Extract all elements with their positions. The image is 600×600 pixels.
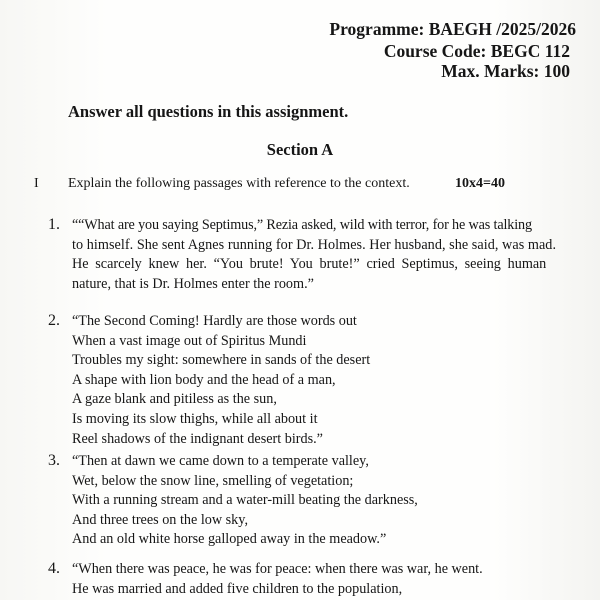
passage-line: With a running stream and a water-mill beating the darkness, bbox=[72, 492, 418, 509]
passage-line: And three trees on the low sky, bbox=[72, 511, 248, 528]
question-number: I bbox=[34, 176, 39, 191]
passage-line: Troubles my sight: somewhere in sands of the desert bbox=[72, 352, 371, 369]
passage-line: When a vast image out of Spiritus Mundi bbox=[72, 332, 307, 349]
passage-line: “When there was peace, he was for peace: when there was war, he went. bbox=[72, 561, 483, 577]
passage-3 bbox=[72, 452, 580, 550]
passage-2 bbox=[72, 312, 580, 449]
passage-line: And an old white horse galloped away in the meadow.” bbox=[72, 531, 387, 548]
programme-heading: Programme: BAEGH /2025/2026 bbox=[329, 19, 576, 39]
passage-line: Is moving its slow thighs, while all about it bbox=[72, 410, 318, 427]
passage-line: nature, that is Dr. Holmes enter the room.” bbox=[72, 275, 314, 292]
passage-line: “Then at dawn we came down to a temperate valley, bbox=[72, 453, 369, 469]
passage-line: to himself. She sent Agnes running for Dr. Holmes. Her husband, she said, was mad. bbox=[72, 236, 557, 253]
question-marks: 10x4=40 bbox=[455, 176, 505, 191]
passage-line: A gaze blank and pitiless as the sun, bbox=[72, 391, 277, 408]
passage-4 bbox=[72, 560, 580, 599]
passage-number: 3. bbox=[48, 452, 60, 469]
passage-line: “The Second Coming! Hardly are those words out bbox=[72, 313, 357, 329]
section-title: Section A bbox=[266, 140, 334, 159]
passage-1 bbox=[72, 216, 580, 294]
passage-number: 1. bbox=[48, 216, 60, 233]
passage-line: A shape with lion body and the head of a man, bbox=[72, 371, 336, 388]
assignment-instruction: Answer all questions in this assignment. bbox=[68, 102, 349, 121]
question-text: Explain the following passages with reference to the context. bbox=[68, 176, 410, 191]
course-code-heading: Course Code: BEGC 112 bbox=[383, 41, 570, 61]
passage-number: 4. bbox=[48, 560, 60, 577]
passage-line: Reel shadows of the indignant desert birds.” bbox=[72, 430, 323, 447]
passage-line: ““What are you saying Septimus,” Rezia asked, wild with terror, for he was talking bbox=[72, 217, 532, 233]
passage-line: Wet, below the snow line, smelling of vegetation; bbox=[72, 472, 354, 489]
max-marks-heading: Max. Marks: 100 bbox=[441, 61, 570, 81]
passage-number: 2. bbox=[48, 312, 60, 329]
passage-line: He was married and added five children to the population, bbox=[72, 580, 403, 597]
passage-line: He scarcely knew her. “You brute! You brute!” cried Septimus, seeing human bbox=[72, 256, 547, 273]
